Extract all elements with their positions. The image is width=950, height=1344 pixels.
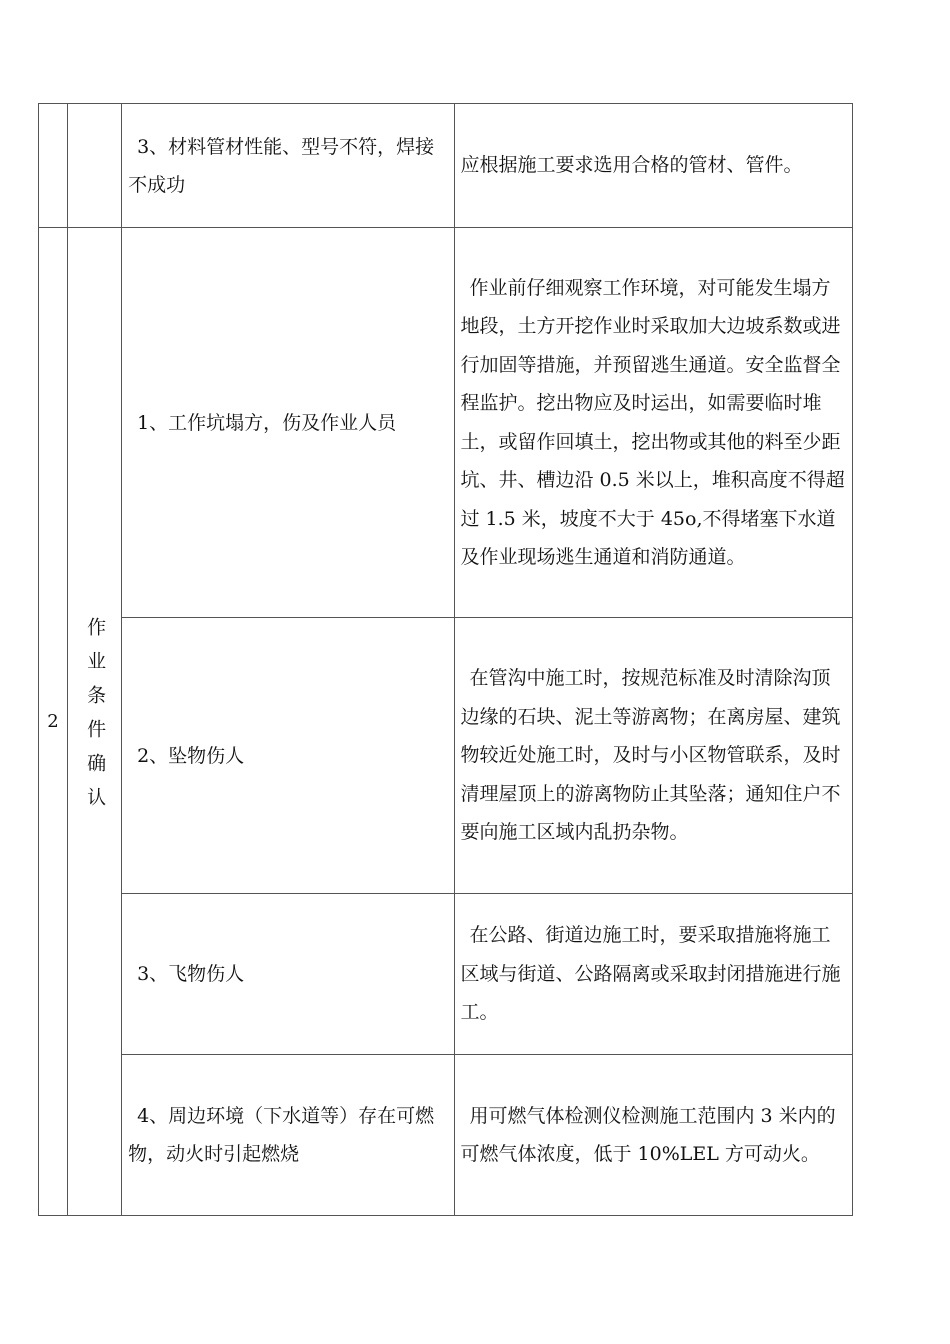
category-cell [68, 104, 122, 228]
hazard-cell: 3、飞物伤人 [122, 894, 454, 1055]
category-label: 作业条件确认 [84, 617, 107, 821]
measure-cell: 作业前仔细观察工作环境，对可能发生塌方地段，土方开挖作业时采取加大边坡系数或进行加固等措施，并预留逃生通道。安全监督全程监护。挖出物应及时运出，如需要临时堆土，或留作回填土，挖出物或其他的料至少距坑、井、槽边沿 0.5 米以上，堆积高度不得超过 1.5 米，坡度不大于 45o,不得堵塞下水道及作业现场逃生通道和消防通道。 [454, 228, 853, 618]
measure-cell: 在公路、街道边施工时，要采取措施将施工区域与街道、公路隔离或采取封闭措施进行施工。 [454, 894, 853, 1055]
table-row [39, 104, 853, 228]
hazard-cell: 4、周边环境（下水道等）存在可燃物，动火时引起燃烧 [122, 1055, 454, 1216]
measure-cell: 应根据施工要求选用合格的管材、管件。 [454, 104, 853, 228]
hazard-cell: 1、工作坑塌方，伤及作业人员 [122, 228, 454, 618]
category-cell [68, 228, 122, 1216]
table-row [39, 1055, 853, 1216]
measure-cell: 用可燃气体检测仪检测施工范围内 3 米内的可燃气体浓度，低于 10%LEL 方可动火。 [454, 1055, 853, 1216]
measure-cell: 在管沟中施工时，按规范标准及时清除沟顶边缘的石块、泥土等游离物；在离房屋、建筑物较近处施工时，及时与小区物管联系，及时清理屋顶上的游离物防止其坠落；通知住户不要向施工区域内乱扔杂物。 [454, 618, 853, 894]
safety-measures-table [38, 103, 853, 1216]
table-row [39, 618, 853, 894]
hazard-cell: 3、材料管材性能、型号不符，焊接不成功 [122, 104, 454, 228]
row-number-cell: 2 [39, 228, 68, 1216]
table-row [39, 228, 853, 618]
row-number-cell [39, 104, 68, 228]
hazard-cell: 2、坠物伤人 [122, 618, 454, 894]
table-row [39, 894, 853, 1055]
